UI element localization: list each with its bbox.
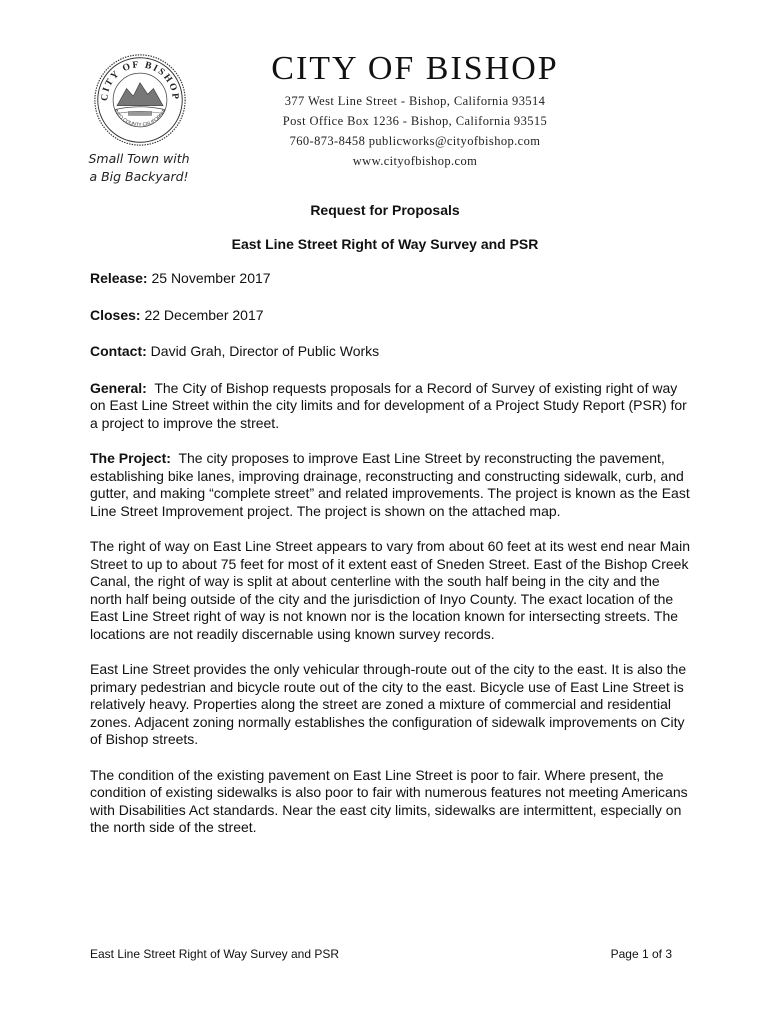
contact-line bbox=[90, 343, 690, 361]
contact-label: Contact: bbox=[90, 343, 147, 359]
through-route-paragraph: East Line Street provides the only vehicular through-route out of the city to the east. It is also the primary pedestrian and bicycle route out of the city to the east. Bicycle use of East Line Street is relatively heavy. Properties along the street are zoned a mixture of commercial and residential zones. Adjacent zoning normally establishes the configuration of sidewalk improvements on City of Bishop streets. bbox=[90, 661, 687, 747]
address-website: www.cityofbishop.com bbox=[352, 154, 478, 168]
document-subheading: East Line Street Right of Way Survey and PSR bbox=[231, 236, 539, 252]
address-street: 377 West Line Street - Bishop, California 93514 bbox=[284, 94, 546, 108]
tagline-line-2: a Big Backyard! bbox=[89, 169, 189, 184]
pavement-condition-paragraph: The condition of the existing pavement on East Line Street is poor to fair. Where present, the condition of existing sidewalks is also poor to fair with numerous features not meeting Americans with Disabilities Act standards. Near the east city limits, sidewalks are intermittent, especially on the north side of the street. bbox=[90, 766, 688, 835]
footer-page-number: Page 1 of 3 bbox=[610, 947, 672, 961]
closes-label: Closes: bbox=[90, 306, 141, 323]
release-label: Release: bbox=[90, 270, 148, 286]
document-heading: Request for Proposals bbox=[310, 202, 460, 218]
general-label: General: bbox=[90, 379, 147, 396]
svg-text:CITY OF BISHOP: CITY OF BISHOP bbox=[99, 59, 181, 102]
closes-value: 22 December 2017 bbox=[144, 306, 264, 323]
footer-title: East Line Street Right of Way Survey and PSR bbox=[90, 947, 340, 961]
right-of-way-paragraph: The right of way on East Line Street appears to vary from about 60 feet at its west end near Main Street to up to about 75 feet for most of it extent east of Sneden Street. East of the Bishop Creek Canal, the right of way is split at about centerline with the south half being in the city and the north half being outside of the city and the jurisdiction of Inyo County. The exact location of the East Line Street right of way is not known nor is the location known for intersecting streets. The locations are not readily discernable using known survey records. bbox=[90, 538, 690, 642]
address-contact: 760-873-8458 publicworks@cityofbishop.com bbox=[289, 134, 541, 148]
contact-value: David Grah, Director of Public Works bbox=[150, 343, 380, 359]
release-line bbox=[90, 270, 690, 288]
letterhead-address bbox=[230, 91, 600, 171]
tagline-line-1: Small Town with bbox=[88, 151, 190, 166]
project-paragraph bbox=[90, 450, 690, 520]
city-seal-logo bbox=[92, 52, 188, 148]
general-text: The City of Bishop requests proposals for a Record of Survey of existing right of way on East Line Street within the city limits and for development of a Project Study Report (PSR) for a project to improve the street. bbox=[90, 379, 687, 431]
project-label: The Project: bbox=[90, 450, 171, 466]
general-paragraph bbox=[90, 380, 690, 433]
tagline bbox=[64, 150, 214, 186]
release-value: 25 November 2017 bbox=[151, 270, 271, 286]
project-text: The city proposes to improve East Line Street by reconstructing the pavement, establishing bike lanes, improving drainage, reconstructing and constructing sidewalk, curb, and gutter, and making “complete street” and related improvements. The project is known as the East Line Street Improvement project. The project is shown on the attached map. bbox=[90, 450, 690, 519]
address-po-box: Post Office Box 1236 - Bishop, California 93515 bbox=[282, 114, 548, 128]
letterhead-title: CITY OF BISHOP bbox=[271, 50, 559, 87]
document-body bbox=[90, 270, 690, 855]
closes-line bbox=[90, 307, 690, 325]
svg-text:INYO COUNTY CALIFORNIA: INYO COUNTY CALIFORNIA bbox=[112, 108, 168, 129]
